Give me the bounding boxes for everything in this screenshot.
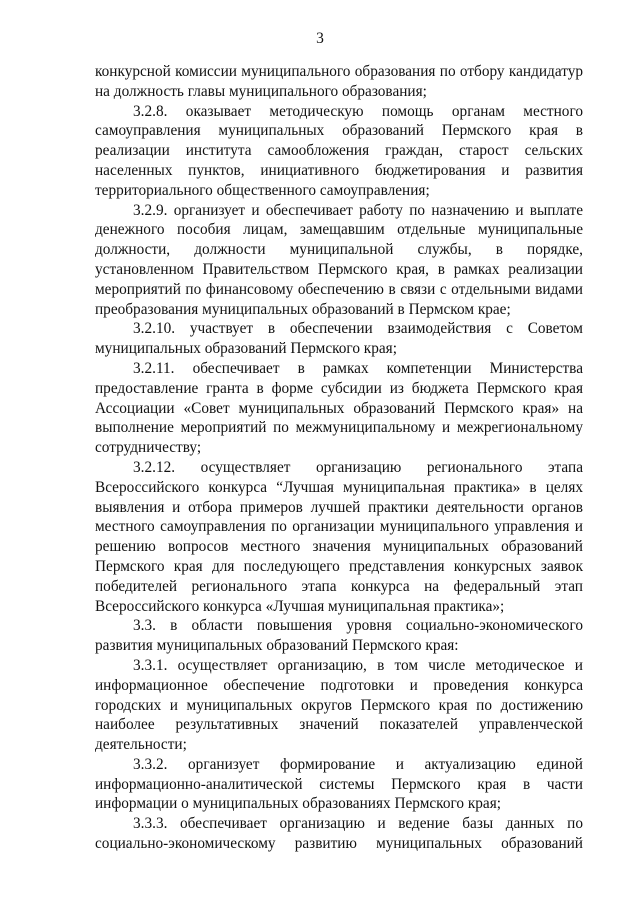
- document-body: [95, 62, 583, 854]
- paragraph-3-2-12: 3.2.12. осуществляет организацию регионального этапа Всероссийского конкурса “Лучшая муниципальная практика» в целях выявления и отбора примеров лучшей практики деятельности органов местного самоуправления по организации муниципального управления и решению вопросов местного значения муниципальных образований Пермского края для последующего представления конкурсных заявок победителей регионального этапа конкурса на федеральный этап Всероссийского конкурса «Лучшая муниципальная практика»;: [95, 458, 583, 615]
- paragraph-3-2-9: 3.2.9. организует и обеспечивает работу по назначению и выплате денежного пособия лицам, замещавшим отдельные муниципальные должности, должности муниципальной службы, в порядке, установленном Правительством Пермского края, в рамках реализации мероприятий по финансовому обеспечению в связи с отдельными видами преобразования муниципальных образований в Пермском крае;: [95, 201, 583, 318]
- paragraph-3-2-10: 3.2.10. участвует в обеспечении взаимодействия с Советом муниципальных образований Пермского края;: [95, 320, 583, 358]
- paragraph-3-2-8: 3.2.8. оказывает методическую помощь органам местного самоуправления муниципальных образований Пермского края в реализации института самообложения граждан, старост сельских населенных пунктов, инициативного бюджетирования и развития территориального общественного самоуправления;: [95, 102, 583, 199]
- paragraph-continuation: конкурсной комиссии муниципального образования по отбору кандидатур на должность главы муниципального образования;: [95, 63, 583, 100]
- paragraph-3-3: 3.3. в области повышения уровня социально-экономического развития муниципальных образований Пермского края:: [95, 617, 583, 655]
- paragraph-3-2-11: 3.2.11. обеспечивает в рамках компетенции Министерства предоставление гранта в форме субсидии из бюджета Пермского края Ассоциации «Совет муниципальных образований Пермского края» на выполнение мероприятий по межмуниципальному и межрегиональному сотрудничеству;: [95, 359, 583, 457]
- paragraph-3-3-2: 3.3.2. организует формирование и актуализацию единой информационно-аналитической системы Пермского края в части информации о муниципальных образованиях Пермского края;: [95, 755, 583, 813]
- paragraph-3-3-1: 3.3.1. осуществляет организацию, в том числе методическое и информационное обеспечение подготовки и проведения конкурса городских и муниципальных округов Пермского края по достижению наиболее результативных значений показателей управленческой деятельности;: [95, 656, 583, 754]
- page-number: 3: [316, 30, 324, 47]
- paragraph-3-3-3: 3.3.3. обеспечивает организацию и ведение базы данных по социально-экономическому развитию муниципальных образований: [95, 815, 583, 853]
